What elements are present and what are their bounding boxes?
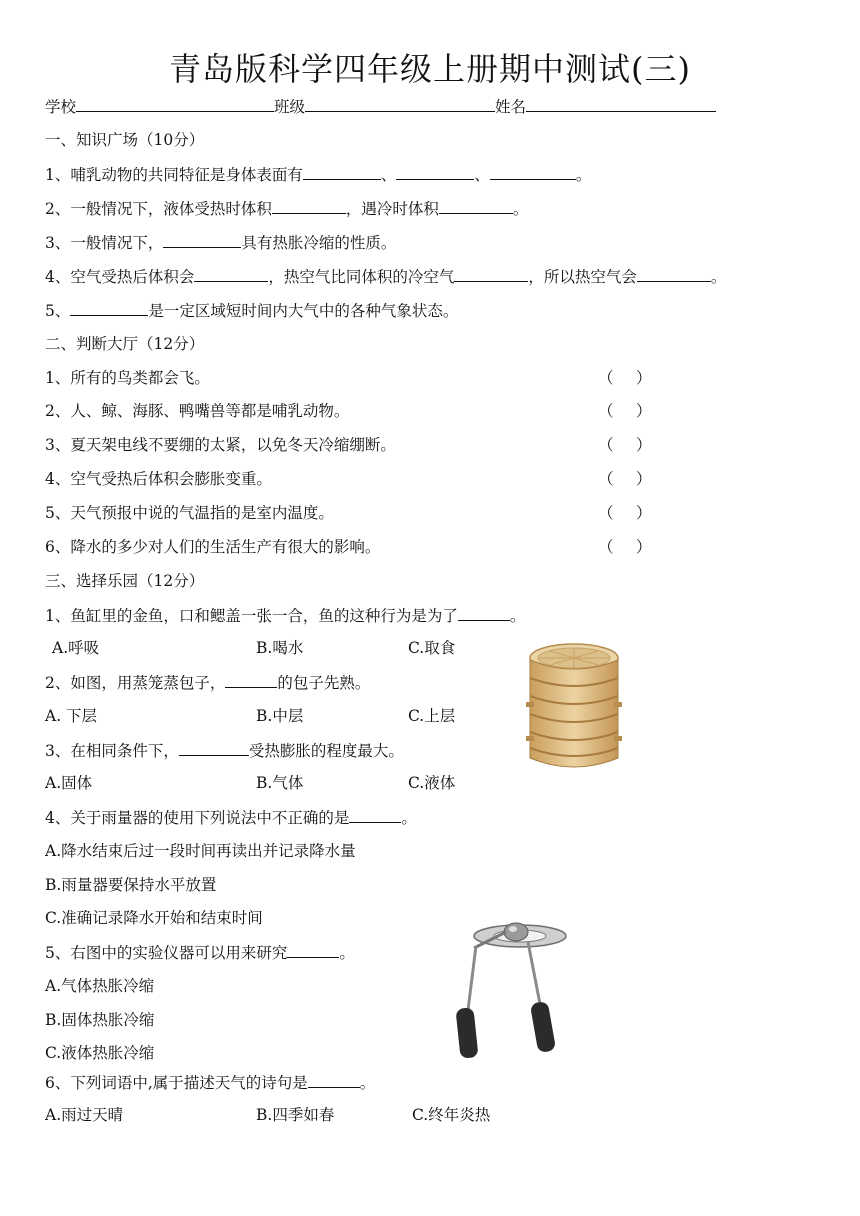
punctuation: 。 — [509, 607, 526, 625]
option-c[interactable]: C.液体热胀冷缩 — [45, 1044, 155, 1062]
answer-blank[interactable] — [490, 164, 576, 180]
paren-open: （ — [598, 436, 616, 454]
separator: 、 — [474, 166, 490, 184]
s1-question-2 — [45, 198, 528, 219]
option-a[interactable]: A.呼吸 — [52, 639, 100, 657]
s1-question-4 — [45, 266, 726, 287]
school-label: 学校 — [45, 98, 77, 116]
answer-blank[interactable] — [303, 164, 381, 180]
option-c[interactable]: C.上层 — [408, 707, 456, 725]
s1-question-3 — [45, 232, 396, 253]
question-text: 1、鱼缸里的金鱼，口和鳃盖一张一合，鱼的这种行为是为了 — [45, 607, 458, 625]
option-b[interactable]: B.喝水 — [256, 639, 304, 657]
question-text: ，所以热空气会 — [528, 268, 637, 286]
option-a[interactable]: A.雨过天晴 — [45, 1106, 124, 1124]
option-a[interactable]: A.固体 — [45, 774, 93, 792]
answer-blank[interactable] — [163, 232, 241, 248]
paren-open: （ — [598, 504, 616, 522]
answer-blank[interactable] — [287, 942, 339, 958]
punctuation: 。 — [401, 809, 417, 827]
answer-parentheses[interactable] — [598, 537, 674, 557]
paren-close: ） — [636, 436, 654, 454]
separator: 、 — [380, 166, 397, 184]
question-text: 2、一般情况下，液体受热时体积 — [45, 200, 272, 218]
paren-open: （ — [598, 369, 616, 387]
answer-parentheses[interactable] — [598, 368, 674, 388]
s3-question-2 — [45, 672, 370, 693]
punctuation: 。 — [710, 268, 727, 286]
bamboo-steamer-image — [524, 640, 624, 778]
option-b[interactable]: B.气体 — [256, 774, 304, 792]
section3-heading: 三、选择乐园（12分） — [45, 572, 205, 590]
answer-blank[interactable] — [637, 266, 711, 282]
section1-heading: 一、知识广场（10分） — [45, 131, 205, 149]
question-text: ，热空气比同体积的冷空气 — [268, 268, 455, 286]
answer-parentheses[interactable] — [598, 435, 674, 455]
section2-heading: 二、判断大厅（12分） — [45, 335, 205, 353]
class-blank[interactable] — [305, 96, 495, 112]
punctuation: 。 — [359, 1074, 376, 1092]
s3-question-6 — [45, 1072, 375, 1093]
question-text: 4、关于雨量器的使用下列说法中不正确的是 — [45, 809, 350, 827]
question-text: 具有热胀冷缩的性质。 — [241, 234, 397, 252]
question-text: 1、哺乳动物的共同特征是身体表面有 — [45, 166, 303, 184]
ball-and-ring-apparatus-image — [440, 918, 572, 1063]
question-text: ，遇冷时体积 — [345, 200, 439, 218]
name-blank[interactable] — [526, 96, 716, 112]
option-b[interactable]: B.雨量器要保持水平放置 — [45, 876, 217, 894]
school-blank[interactable] — [76, 96, 274, 112]
option-a[interactable]: A. 下层 — [45, 707, 98, 725]
s2-statement-1: 1、所有的鸟类都会飞。 — [45, 369, 210, 387]
question-text: 3、一般情况下， — [45, 234, 164, 252]
answer-blank[interactable] — [308, 1072, 360, 1088]
punctuation: 。 — [512, 200, 529, 218]
s3-question-1 — [45, 605, 525, 626]
question-text: 5、右图中的实验仪器可以用来研究 — [45, 944, 288, 962]
option-c[interactable]: C.准确记录降水开始和结束时间 — [45, 909, 263, 927]
question-text: 是一定区域短时间内大气中的各种气象状态。 — [148, 302, 459, 320]
option-c[interactable]: C.终年炎热 — [412, 1106, 491, 1124]
option-a[interactable]: A.降水结束后过一段时间再读出并记录降水量 — [45, 842, 356, 860]
answer-parentheses[interactable] — [598, 401, 674, 421]
answer-parentheses[interactable] — [598, 503, 674, 523]
answer-blank[interactable] — [179, 740, 249, 756]
student-info-line — [45, 96, 716, 117]
paren-close: ） — [636, 369, 654, 387]
question-text: 受热膨胀的程度最大。 — [248, 742, 404, 760]
s2-statement-4: 4、空气受热后体积会膨胀变重。 — [45, 470, 272, 488]
s2-statement-6: 6、降水的多少对人们的生活生产有很大的影响。 — [45, 538, 381, 556]
paren-close: ） — [636, 402, 654, 420]
question-text: 2、如图，用蒸笼蒸包子， — [45, 674, 226, 692]
paren-open: （ — [598, 402, 616, 420]
option-b[interactable]: B.四季如春 — [256, 1106, 335, 1124]
answer-blank[interactable] — [349, 807, 401, 823]
answer-blank[interactable] — [458, 605, 510, 621]
paren-open: （ — [598, 538, 616, 556]
s1-question-1 — [45, 164, 591, 185]
paren-open: （ — [598, 470, 616, 488]
s3-question-4 — [45, 807, 417, 828]
question-text: 6、下列词语中,属于描述天气的诗句是 — [45, 1074, 308, 1092]
s2-statement-3: 3、夏天架电线不要绷的太紧，以免冬天冷缩绷断。 — [45, 436, 396, 454]
answer-parentheses[interactable] — [598, 469, 674, 489]
punctuation: 。 — [575, 166, 592, 184]
answer-blank[interactable] — [454, 266, 528, 282]
answer-blank[interactable] — [396, 164, 474, 180]
question-text: 4、空气受热后体积会 — [45, 268, 195, 286]
option-b[interactable]: B.中层 — [256, 707, 304, 725]
paren-close: ） — [636, 538, 654, 556]
question-text: 5、 — [45, 302, 71, 320]
option-c[interactable]: C.取食 — [408, 639, 456, 657]
question-text: 3、在相同条件下， — [45, 742, 179, 760]
answer-blank[interactable] — [439, 198, 513, 214]
s1-question-5 — [45, 300, 458, 321]
s2-statement-2: 2、人、鲸、海豚、鸭嘴兽等都是哺乳动物。 — [45, 402, 350, 420]
name-label: 姓名 — [495, 98, 527, 116]
s3-question-5 — [45, 942, 355, 963]
page-title: 青岛版科学四年级上册期中测试(三) — [169, 50, 691, 88]
answer-blank[interactable] — [272, 198, 346, 214]
paren-close: ） — [636, 470, 654, 488]
s3-question-3 — [45, 740, 404, 761]
paren-close: ） — [636, 504, 654, 522]
class-label: 班级 — [274, 98, 306, 116]
punctuation: 。 — [339, 944, 355, 962]
option-b[interactable]: B.固体热胀冷缩 — [45, 1011, 155, 1029]
option-c[interactable]: C.液体 — [408, 774, 456, 792]
answer-blank[interactable] — [225, 672, 277, 688]
option-a[interactable]: A.气体热胀冷缩 — [45, 977, 155, 995]
answer-blank[interactable] — [194, 266, 268, 282]
question-text: 的包子先熟。 — [277, 674, 371, 692]
answer-blank[interactable] — [70, 300, 148, 316]
s2-statement-5: 5、天气预报中说的气温指的是室内温度。 — [45, 504, 334, 522]
